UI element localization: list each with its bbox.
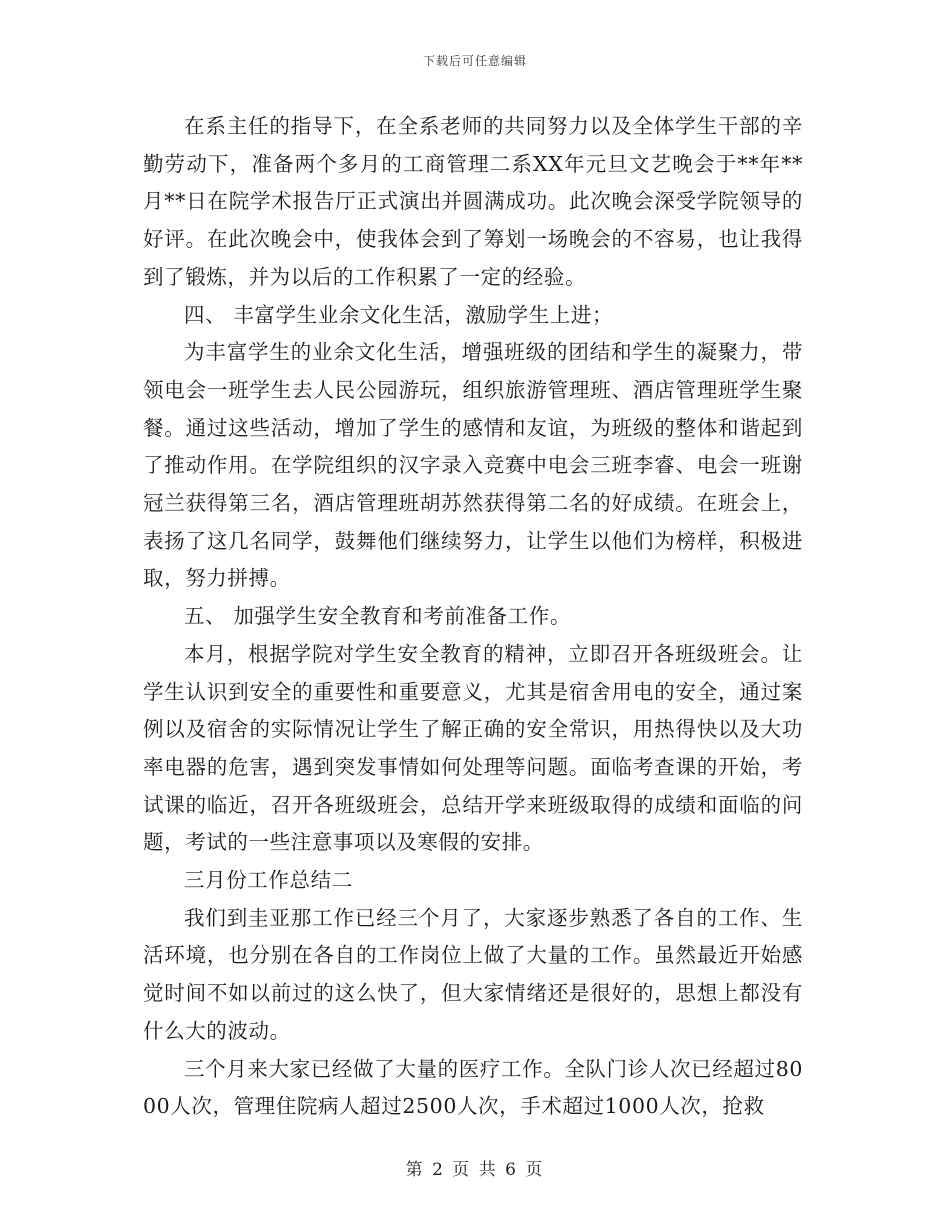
footer-page-number: 2 bbox=[432, 1160, 445, 1180]
section-heading-4: 四、 丰富学生业余文化生活，激励学生上进； bbox=[184, 302, 614, 327]
paragraph-5: 三个月来大家已经做了大量的医疗工作。全队门诊人次已经超过8000人次，管理住院病人超过2500人次，手术超过1000人次，抢救 bbox=[143, 1056, 803, 1119]
footer-suffix: 页 bbox=[525, 1160, 545, 1180]
paragraph-4: 我们到圭亚那工作已经三个月了，大家逐步熟悉了各自的工作、生活环境，也分别在各自的工作岗位上做了大量的工作。虽然最近开始感觉时间不如以前过的这么快了，但大家情绪还是很好的，思想上都没有什么大的波动。 bbox=[143, 905, 803, 1043]
footer-prefix: 第 bbox=[405, 1160, 425, 1180]
document-body bbox=[143, 108, 803, 1126]
footer-page-total: 6 bbox=[505, 1160, 518, 1180]
header-note: 下载后可任意编辑 bbox=[422, 54, 527, 68]
footer-mid: 页 共 bbox=[452, 1160, 498, 1180]
document-subtitle: 三月份工作总结二 bbox=[184, 868, 353, 893]
paragraph-1: 在系主任的指导下，在全系老师的共同努力以及全体学生干部的辛勤劳动下，准备两个多月的工商管理二系XX年元旦文艺晚会于**年**月**日在院学术报告厅正式演出并圆满成功。此次晚会深受学院领导的好评。在此次晚会中，使我体会到了筹划一场晚会的不容易，也让我得到了锻炼，并为以后的工作积累了一定的经验。 bbox=[143, 114, 803, 289]
page-footer bbox=[0, 1155, 950, 1180]
paragraph-3: 本月，根据学院对学生安全教育的精神，立即召开各班级班会。让学生认识到安全的重要性和重要意义，尤其是宿舍用电的安全，通过案例以及宿舍的实际情况让学生了解正确的安全常识，用热得快以及大功率电器的危害，遇到突发事情如何处理等问题。面临考查课的开始，考试课的临近，召开各班级班会，总结开学来班级取得的成绩和面临的问题，考试的一些注意事项以及寒假的安排。 bbox=[143, 641, 803, 855]
paragraph-2: 为丰富学生的业余文化生活，增强班级的团结和学生的凝聚力，带领电会一班学生去人民公园游玩，组织旅游管理班、酒店管理班学生聚餐。通过这些活动，增加了学生的感情和友谊，为班级的整体和谐起到了推动作用。在学院组织的汉字录入竞赛中电会三班李睿、电会一班谢冠兰获得第三名，酒店管理班胡苏然获得第二名的好成绩。在班会上，表扬了这几名同学，鼓舞他们继续努力，让学生以他们为榜样，积极进取，努力拼搏。 bbox=[143, 340, 803, 591]
section-heading-5: 五、 加强学生安全教育和考前准备工作。 bbox=[184, 604, 571, 629]
